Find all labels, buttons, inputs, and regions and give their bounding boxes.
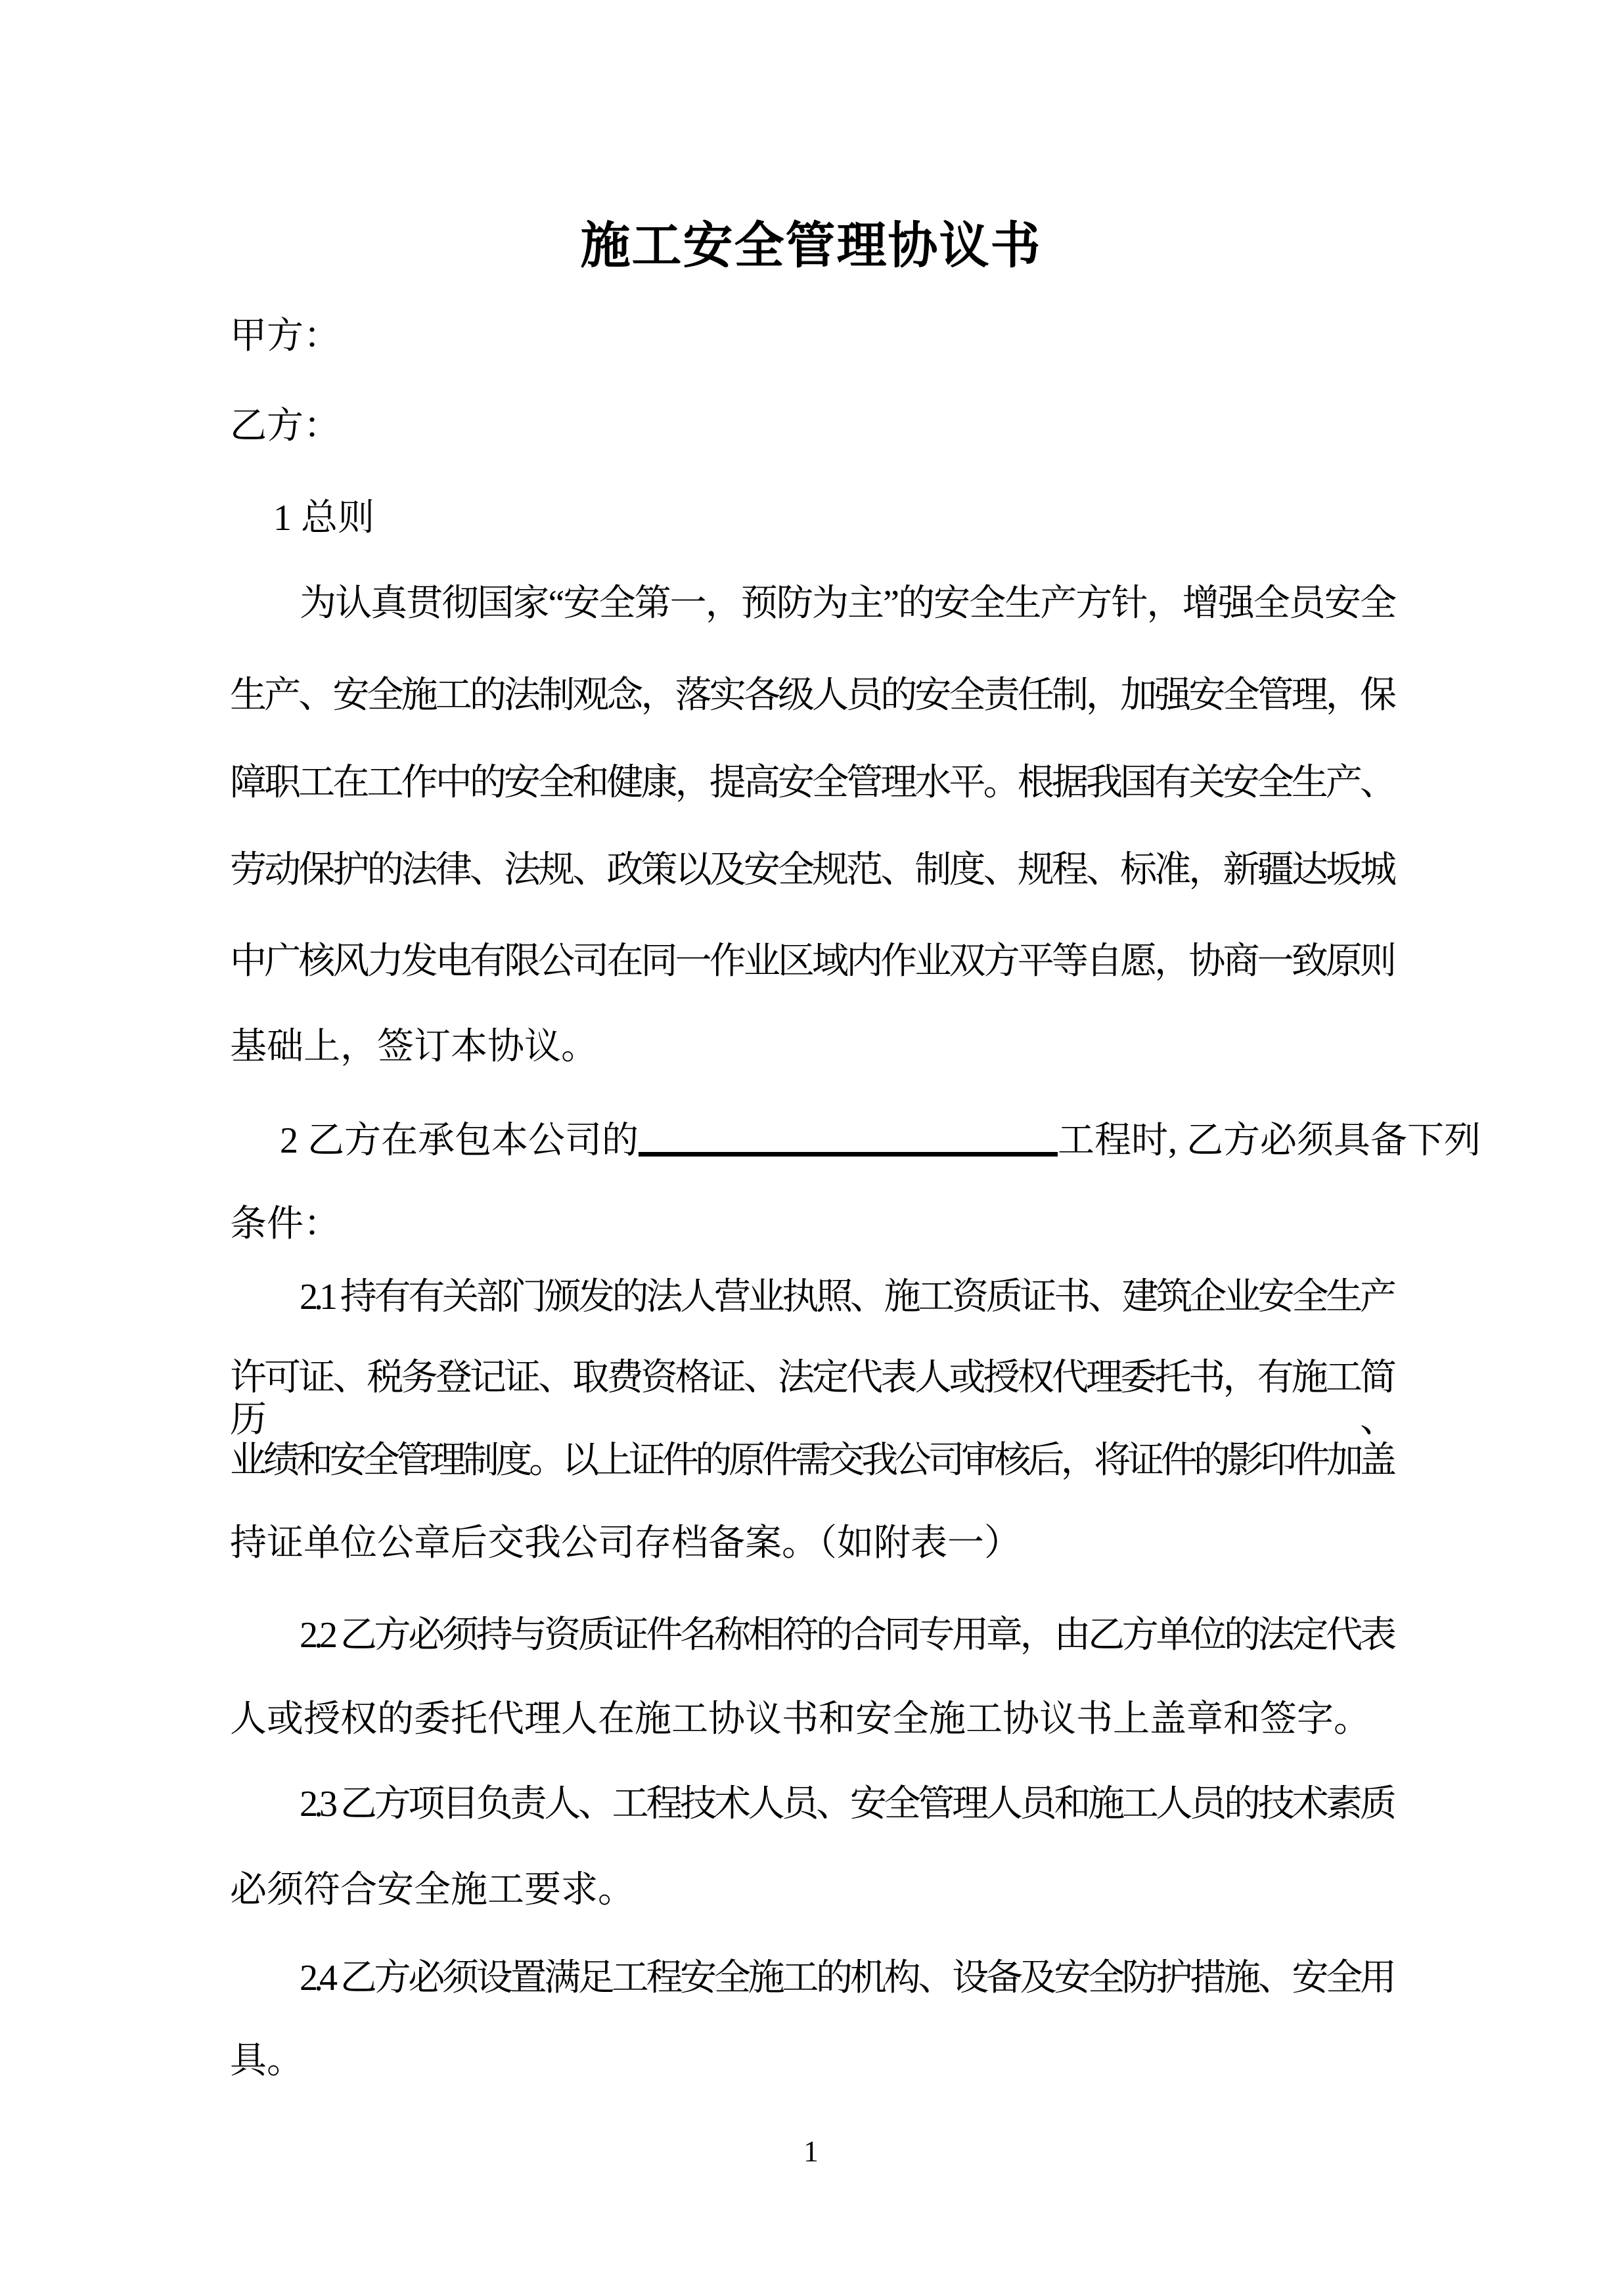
doc-line: 中广核风力发电有限公司在同一作业区域内作业双方平等自愿，协商一致原则 xyxy=(230,941,1393,982)
doc-line: 2.4 乙方必须设置满足工程安全施工的机构、设备及安全防护措施、安全用 xyxy=(300,1958,1393,1998)
doc-line: 基础上，签订本协议。 xyxy=(230,1027,598,1067)
doc-line: 乙方： xyxy=(230,406,340,447)
doc-line: 持证单位公章后交我公司存档备案。（如附表一） xyxy=(230,1523,1021,1564)
doc-line-blank-fill xyxy=(230,1120,1481,1162)
doc-line: 劳动保护的法律、法规、政策以及安全规范、制度、规程、标准，新疆达坂城 xyxy=(230,850,1393,891)
doc-line: 业绩和安全管理制度。以上证件的原件需交我公司审核后，将证件的影印件加盖 xyxy=(230,1440,1393,1481)
doc-line: 具。 xyxy=(230,2041,304,2081)
doc-line: 生产、安全施工的法制观念，落实各级人员的安全责任制，加强安全管理，保 xyxy=(230,675,1393,716)
doc-line: 许可证、税务登记证、取费资格证、法定代表人或授权代理委托书，有施工简历、 xyxy=(230,1358,1393,1440)
doc-line: 必须符合安全施工要求。 xyxy=(230,1870,635,1910)
doc-line: 2.2 乙方必须持与资质证件名称相符的合同专用章，由乙方单位的法定代表 xyxy=(300,1615,1393,1656)
blank-line-suffix: 工程时, 乙方必须具备下列 xyxy=(1058,1120,1481,1161)
doc-line: 条件： xyxy=(230,1204,340,1245)
fill-in-blank-underline xyxy=(639,1145,1058,1157)
doc-line: 2.3 乙方项目负责人、工程技术人员、安全管理人员和施工人员的技术素质 xyxy=(300,1784,1393,1824)
doc-line: 甲方： xyxy=(230,316,340,357)
page-number: 1 xyxy=(803,2134,819,2168)
doc-line: 为认真贯彻国家“安全第一，预防为主”的安全生产方针，增强全员安全 xyxy=(300,583,1393,624)
doc-line: 障职工在工作中的安全和健康，提高安全管理水平。根据我国有关安全生产、 xyxy=(230,762,1393,803)
doc-line: 1 总则 xyxy=(273,498,374,539)
document-title: 施工安全管理协议书 xyxy=(580,219,1042,274)
blank-line-prefix: 2 乙方在承包本公司的 xyxy=(280,1120,639,1161)
doc-line: 2.1 持有有关部门颁发的法人营业执照、施工资质证书、建筑企业安全生产 xyxy=(300,1277,1393,1317)
doc-line: 人或授权的委托代理人在施工协议书和安全施工协议书上盖章和签字。 xyxy=(230,1699,1370,1740)
